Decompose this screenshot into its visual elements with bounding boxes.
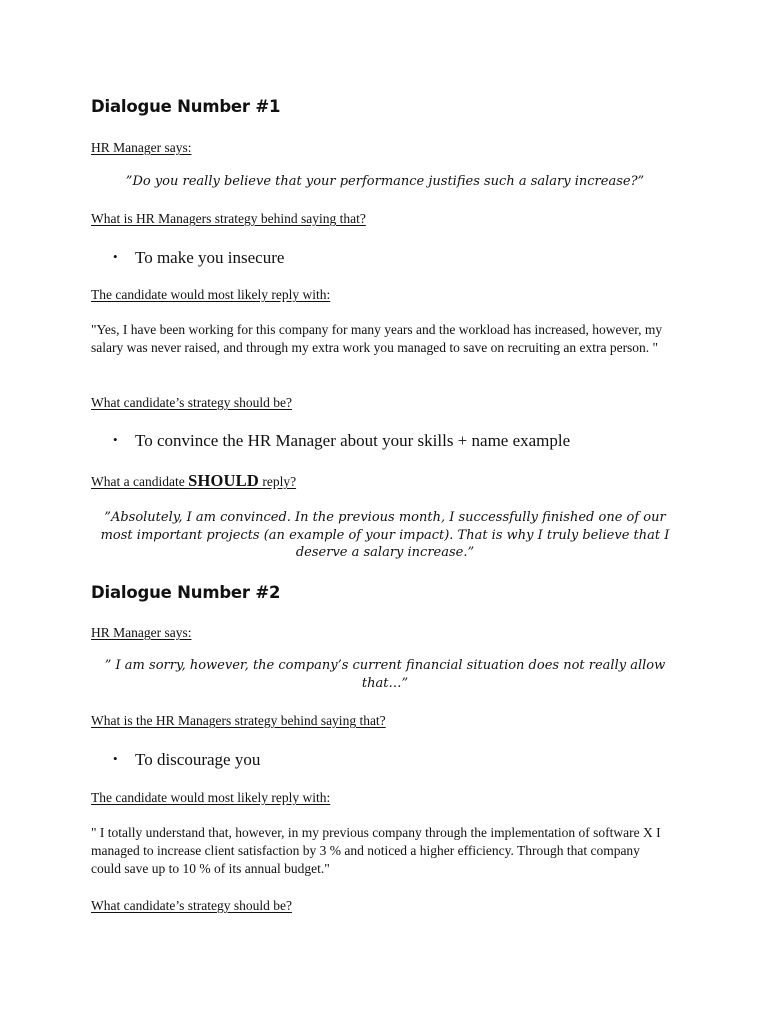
bullet-icon: •	[113, 432, 118, 447]
dialogue-1-should-reply-label	[91, 472, 296, 490]
dialogue-1-strategy-question: What is HR Managers strategy behind saying that?	[91, 211, 366, 226]
dialogue-1-likely-reply: "Yes, I have been working for this company for many years and the workload has increased, however, my salary was never raised, and through my extra work you managed to save on recruiting an extra person. "	[91, 322, 663, 355]
dialogue-1-likely-reply-label: The candidate would most likely reply with:	[91, 287, 331, 302]
dialogue-2-strategy-bullet	[113, 748, 260, 771]
dialogue-2-strategy-question: What is the HR Managers strategy behind saying that?	[91, 713, 386, 728]
dialogue-1-candidate-strategy-question: What candidate’s strategy should be?	[91, 395, 292, 410]
dialogue-2-likely-reply: " I totally understand that, however, in my previous company through the implementation of software X I managed to increase client satisfaction by 3 % and noticed a higher efficiency. Through that company could save up to 10 % of its annual budget."	[91, 825, 661, 876]
dialogue-1-hr-quote: ”Do you really believe that your performance justifies such a salary increase?”	[125, 174, 645, 189]
dialogue-1-candidate-strategy-bullet	[113, 429, 570, 452]
document-page	[91, 0, 679, 1024]
bullet-icon: •	[113, 249, 118, 264]
should-reply-label-post: reply?	[258, 474, 297, 489]
dialogue-2-strategy-bullet-text: To discourage you	[135, 750, 261, 769]
bullet-icon: •	[113, 751, 118, 766]
dialogue-1-heading: Dialogue Number #1	[91, 97, 281, 116]
dialogue-2-heading: Dialogue Number #2	[91, 583, 281, 602]
dialogue-1-strategy-bullet	[113, 246, 284, 269]
dialogue-2-candidate-strategy-question: What candidate’s strategy should be?	[91, 898, 292, 913]
dialogue-1-candidate-strategy-bullet-text: To convince the HR Manager about your skills + name example	[135, 431, 571, 450]
dialogue-1-strategy-bullet-text: To make you insecure	[135, 248, 285, 267]
dialogue-1-hr-says-label: HR Manager says:	[91, 140, 192, 155]
should-reply-label-pre: What a candidate	[91, 474, 189, 489]
dialogue-2-hr-quote: ” I am sorry, however, the company’s current financial situation does not really allow that…”	[104, 658, 666, 691]
should-emphasis: SHOULD	[188, 471, 259, 490]
dialogue-2-likely-reply-label: The candidate would most likely reply with:	[91, 790, 331, 805]
dialogue-2-hr-says-label: HR Manager says:	[91, 625, 192, 640]
dialogue-1-should-reply-quote: ”Absolutely, I am convinced. In the previous month, I successfully finished one of our most important projects (an example of your impact). That is why I truly believe that I deserve a salary increase.”	[100, 510, 670, 560]
